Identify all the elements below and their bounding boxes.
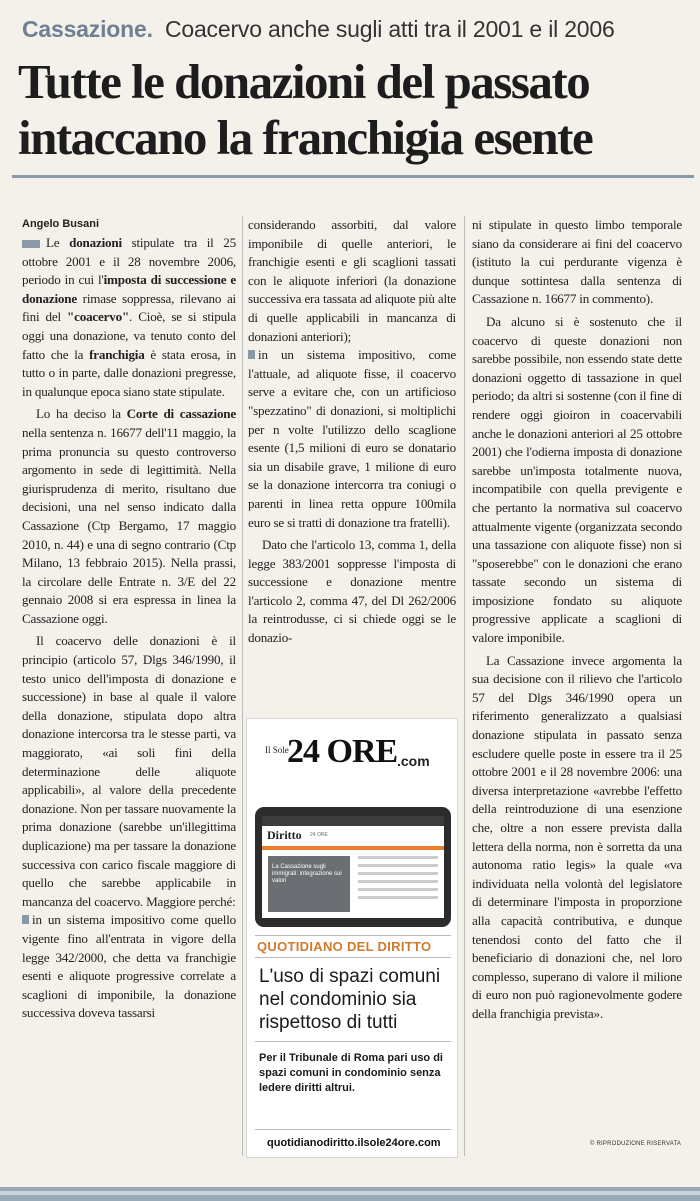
ad-divider [255, 935, 451, 936]
sole24ore-logo [247, 719, 457, 797]
bold-text: franchigia [89, 346, 145, 362]
col1-paragraph-3: Il coacervo delle donazioni è il principio (articolo 57, Dlgs 346/1990, il testo unico dell'imposta di donazione e successione) in base al quale il valore della donazione, stipulata dopo altra donazione intercorsa tra le stesse parti, va maggiorato, «ai soli fini della determinazione delle aliquote applicabili», al valore della precedente donazione. Non per tassare nuovamente la prima donazione (sarebbe un'illegittima duplicazione) ma per tassare la donazione successiva con carico fiscale maggiore di quello che sarebbe applicabile in mancanza del coacervo. Maggiore perché: [22, 633, 236, 909]
col2-paragraph-1: considerando assorbiti, dal valore imponibile di quelle anteriori, le franchigie esenti e gli scaglioni tassati con le aliquote inferiori (la donazione successiva era tassata ad aliquote più alte di quelle applicabili in mancanza di donazioni anteriori); [248, 217, 456, 344]
column-1 [22, 234, 236, 1023]
screen-feature [268, 856, 350, 912]
tablet-screen [262, 816, 444, 918]
text: Lo ha deciso la [36, 406, 127, 422]
col3-paragraph-1: ni stipulate in questo limbo temporale siano da considerare ai fini del coacervo (istituto la cui perdurante vigenza è dunque sottintesa dalla sentenza di Cassazione n. 16677 in commento). [472, 217, 682, 307]
advertisement-box[interactable] [246, 718, 458, 1158]
bold-text: donazioni [69, 235, 122, 250]
col3-paragraph-3: La Cassazione invece argomenta la sua decisione con il rilievo che l'articolo 57 del Dlgs 346/1990 opera un riferimento generalizzato a qualsiasi donazione stipulata in passato senza escludere quelle poste in essere tra il 25 ottobre 2001 e il 28 novembre 2006: una diversa interpretazione «avrebbe l'effetto della reintroduzione di una esenzione che, oltre a non essere prevista dalla lettera della norma, non è sorretta da una autonoma ratio legis» la quale «va individuata nella volontà del legislatore di determinare l'imposta in proporzione alla capacità contributiva, e dunque tenendosi conto del fatto che il beneficiario di donazioni che, nel loro complesso, superano di valore il milione di euro non può ragionevolmente godere della franchigia prevista». [472, 652, 682, 1021]
kicker [22, 16, 615, 43]
text: Le [46, 235, 70, 250]
col1-paragraph-1 [22, 234, 236, 401]
bold-text: imposta di successione e donazione [22, 272, 236, 306]
column-divider [242, 216, 243, 1156]
ad-divider [255, 1041, 451, 1042]
ad-kicker: QUOTIDIANO DEL DIRITTO [257, 939, 432, 954]
text: rimase soppressa, rilevano ai fini del [22, 290, 236, 325]
col3-paragraph-2: Da alcuno si è sostenuto che il coacervo di queste donazioni non sarebbe possibile, non essendo state dette donazioni oggetto di tassazione in quel periodo; da altri si sostenne (con il fine di rendere oggi gioiron in coacervabili anche le donazioni anteriori al 25 ottobre 2001) che l'odierna imposta di donazione sarebbe un'imposta totalmente nuova, incompatibile con quella previgente e che pertanto la normativa sul coacervo attualmente vigente (organizzata secondo una tassazione con aliquote fisse) non si "sposerebbe" con le donazioni che erano tassate secondo un sistema di imposizione fondato su aliquote progressive applicate a scaglioni di valore imponibile. [472, 313, 682, 646]
tablet-image [255, 807, 451, 927]
kicker-section: Cassazione [22, 16, 147, 42]
byline: Angelo Busani [22, 218, 100, 230]
col2-paragraph-2 [248, 346, 456, 532]
col2-paragraph-3: Dato che l'articolo 13, comma 1, della legge 383/2001 soppresse l'imposta di successione e donazione mentre l'articolo 2, comma 47, del Dl 262/2006 la reintrodusse, ci si chiede oggi se le donazio- [248, 537, 456, 646]
bullet-marker-icon [22, 915, 29, 924]
col1-paragraph-4 [22, 911, 236, 1023]
screen-feature-text: La Cassazione sugli immigrati: integrazione sui valori [272, 864, 342, 884]
screen-topbar [262, 816, 444, 826]
copyright-notice: © RIPRODUZIONE RISERVATA [590, 1141, 682, 1147]
col1-paragraph-2 [22, 405, 236, 628]
logo-com-text: .com [397, 753, 430, 769]
screen-brand-sub: 24 ORE [310, 832, 328, 838]
bullet-marker-icon [248, 350, 255, 359]
column-divider [464, 216, 465, 1156]
screen-sidebar [358, 856, 438, 912]
bold-text: Corte di cassazione [126, 406, 236, 422]
logo-small-text: Il Sole [265, 745, 289, 755]
bold-text: "coacervo" [67, 309, 130, 325]
headline-rule [12, 175, 694, 178]
ad-url-link[interactable]: quotidianodiritto.ilsole24ore.com [267, 1137, 441, 1149]
text: stipulate tra il 25 ottobre 2001 e il 28 novembre 2006, periodo in cui l' [22, 235, 237, 288]
headline [18, 54, 698, 166]
kicker-subtitle: Coacervo anche sugli atti tra il 2001 e il 2006 [164, 16, 615, 42]
screen-navbar [262, 846, 444, 850]
column-3 [472, 216, 682, 1024]
ad-title[interactable]: L'uso di spazi comuni nel condominio sia rispettoso di tutti [259, 966, 441, 1033]
bottom-band-inner [0, 1191, 700, 1195]
text: in un sistema impositivo come quello vigente fino all'entrata in vigore della legge 342/2000, che detta va franchigie esenti e aliquote progressive correlate a scaglioni di imponibile, la donazione successiva doveva tassarsi [22, 912, 236, 1021]
ad-body: Per il Tribunale di Roma pari uso di spazi comuni in condominio senza ledere diritti altrui. [259, 1052, 443, 1094]
text: in un sistema impositivo, come l'attuale, ad aliquote fisse, il coacervo serve a evitare che, con un artificioso "spezzatino" di donazioni, si moltiplichi per n volte l'utilizzo dello scaglione esente (1,5 milioni di euro se donatario sia un disabile grave, 1 milione di euro se la donazione intercorra tra coniugi o parenti in linea retta oppure 100mila euro se si tratti di donazione tra fratelli). [248, 347, 456, 530]
text: è stata erosa, in tutto o in parte, dalle donazioni pregresse, in qualunque epoca siano state stipulate. [22, 346, 236, 399]
headline-line-1: Tutte le donazioni del passato [18, 54, 590, 109]
paragraph-marker-icon [22, 240, 40, 248]
ad-divider [255, 1129, 451, 1130]
kicker-dot: . [146, 16, 153, 42]
logo-big-text: 24 ORE [287, 733, 398, 770]
bottom-band [0, 1187, 700, 1201]
text: nella sentenza n. 16677 dell'11 maggio, la prima pronuncia su questo controverso argomento in sede di legittimità. Nella giurisprudenza di merito, risultano due decisioni, una nel senso indicato dalla Cassazione (Ctp Bergamo, 17 maggio 2010, n. 44) e una di segno contrario (Ctp Milano, 13 febbraio 2015). Nella prassi, la circolare delle Entrate n. 3/E del 22 gennaio 2008 si era espressa in linea la Cassazione oggi. [22, 424, 236, 626]
text: . Cioè, se si stipula oggi una donazione, va tenuto conto del fatto che la [22, 309, 236, 362]
screen-brand: Diritto [267, 828, 302, 842]
column-2 [248, 216, 456, 648]
ad-divider [255, 957, 451, 958]
headline-line-2: intaccano la franchigia esente [18, 110, 593, 165]
